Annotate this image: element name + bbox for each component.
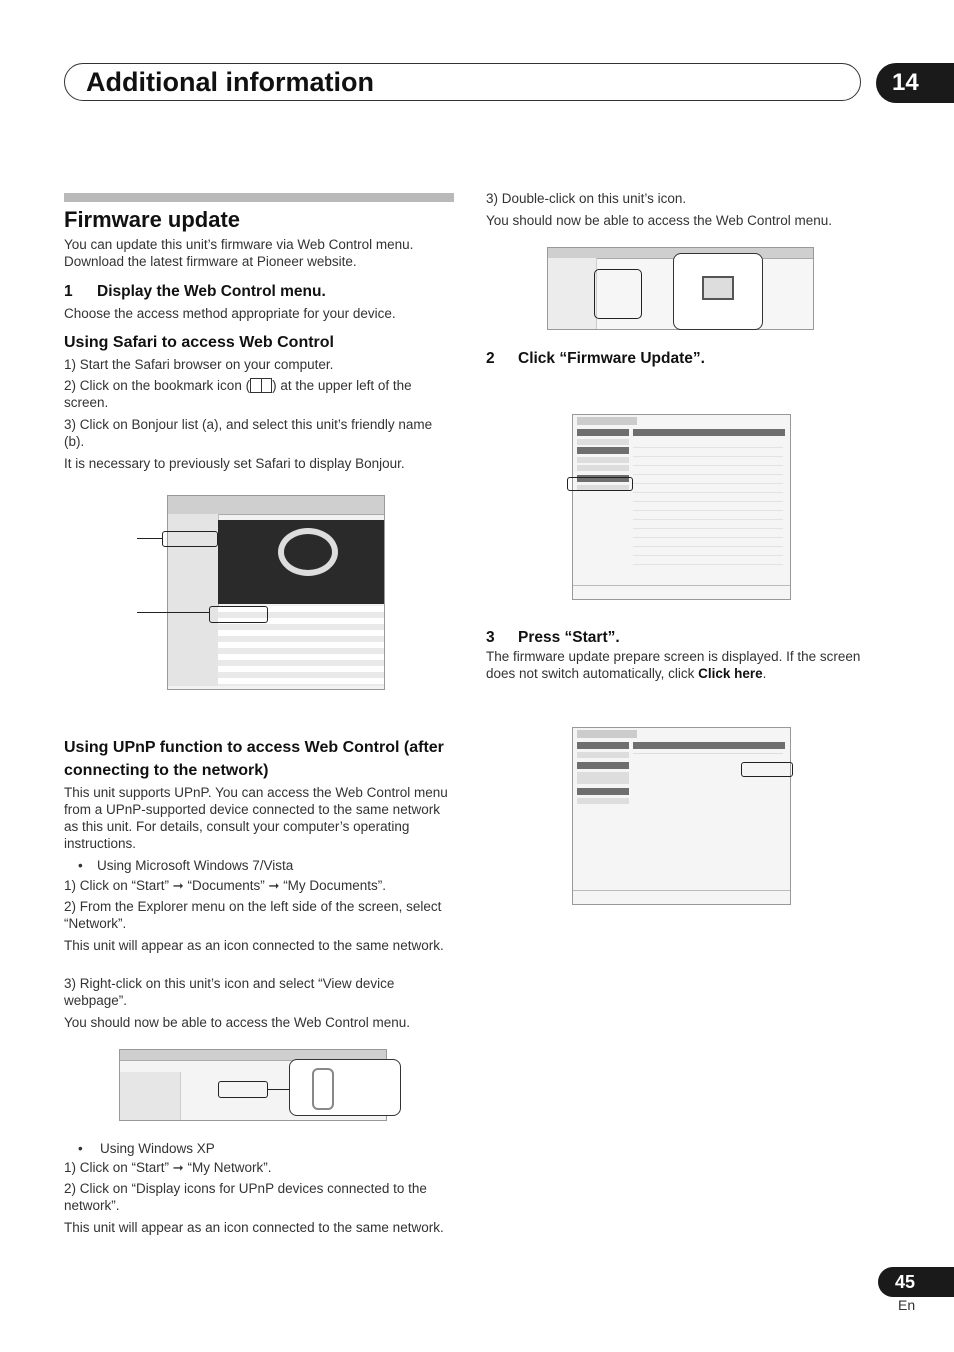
step2-number: 2 [486, 350, 495, 367]
win7-bullet: Using Microsoft Windows 7/Vista [97, 858, 294, 873]
xp-step1: 1) Click on “Start” ➞ “My Network”. [64, 1160, 272, 1175]
step3-number: 3 [486, 629, 495, 646]
step1-title: Display the Web Control menu. [97, 283, 326, 300]
callout-line-b [137, 612, 209, 613]
upnp-intro: This unit supports UPnP. You can access the Web Control menu from a UPnP-supported device connected to the same network as this unit. For details, consult your computer’s operating instructions. [64, 785, 448, 851]
upnp-heading: Using UPnP function to access Web Control (after connecting to the network) [64, 739, 444, 779]
web-control-screenshot-2 [572, 727, 791, 905]
chapter-number: 14 [876, 63, 954, 103]
right-step3: 3) Double-click on this unit’s icon. [486, 191, 687, 206]
xp-step2-note: This unit will appear as an icon connected to the same network. [64, 1220, 444, 1235]
section-title: Firmware update [64, 207, 241, 232]
step3-title: Press “Start”. [518, 629, 620, 646]
language-label: En [898, 1297, 916, 1313]
intro-text: You can update this unit’s firmware via Web Control menu. Download the latest firmware at Pioneer website. [64, 237, 414, 269]
page-header-title: Additional information [86, 67, 374, 97]
bullet-dot: • [78, 858, 83, 873]
bullet-dot-xp: • [78, 1141, 83, 1156]
win7-step2-note: This unit will appear as an icon connected to the same network. [64, 938, 444, 953]
network-icon-highlight [594, 269, 642, 319]
device-icon [312, 1068, 334, 1110]
right-step3-note: You should now be able to access the Web Control menu. [486, 213, 832, 228]
callout-zoom-xp [673, 253, 763, 330]
start-button-highlight [741, 762, 793, 777]
click-here-label: Click here [698, 666, 763, 681]
safari-step2: 2) Click on the bookmark icon ( ) at the upper left of the screen. [64, 378, 412, 410]
callout-zoom-win7 [289, 1059, 401, 1116]
safari-step3: 3) Click on Bonjour list (a), and select this unit’s friendly name (b). [64, 417, 433, 449]
firmware-update-highlight [567, 477, 633, 491]
win7-step3-note: You should now be able to access the Web Control menu. [64, 1015, 410, 1030]
step2-title: Click “Firmware Update”. [518, 350, 705, 367]
web-control-screenshot-1 [572, 414, 791, 600]
safari-note: It is necessary to previously set Safari to display Bonjour. [64, 456, 405, 471]
win7-step2: 2) From the Explorer menu on the left side of the screen, select “Network”. [64, 899, 442, 931]
friendly-name-highlight [209, 606, 268, 623]
safari-screenshot [167, 495, 385, 690]
section-bar [64, 193, 454, 202]
win7-step1: 1) Click on “Start” ➞ “Documents” ➞ “My Documents”. [64, 878, 386, 893]
step1-text: Choose the access method appropriate for your device. [64, 306, 396, 321]
safari-heading: Using Safari to access Web Control [64, 334, 334, 351]
step1-number: 1 [64, 283, 73, 300]
step3-text: The firmware update prepare screen is displayed. If the screen does not switch automatically, click Click here. [486, 649, 861, 681]
device-icon-highlight [218, 1081, 268, 1098]
xp-bullet: Using Windows XP [100, 1141, 215, 1156]
safari-step1: 1) Start the Safari browser on your computer. [64, 357, 334, 372]
monitor-icon [702, 276, 734, 300]
bonjour-highlight [162, 531, 218, 547]
page-number: 45 [878, 1267, 954, 1297]
win7-step3: 3) Right-click on this unit’s icon and select “View device webpage”. [64, 976, 395, 1008]
bookmark-icon [250, 378, 272, 393]
callout-line-a [137, 538, 163, 539]
xp-step2: 2) Click on “Display icons for UPnP devices connected to the network”. [64, 1181, 427, 1213]
